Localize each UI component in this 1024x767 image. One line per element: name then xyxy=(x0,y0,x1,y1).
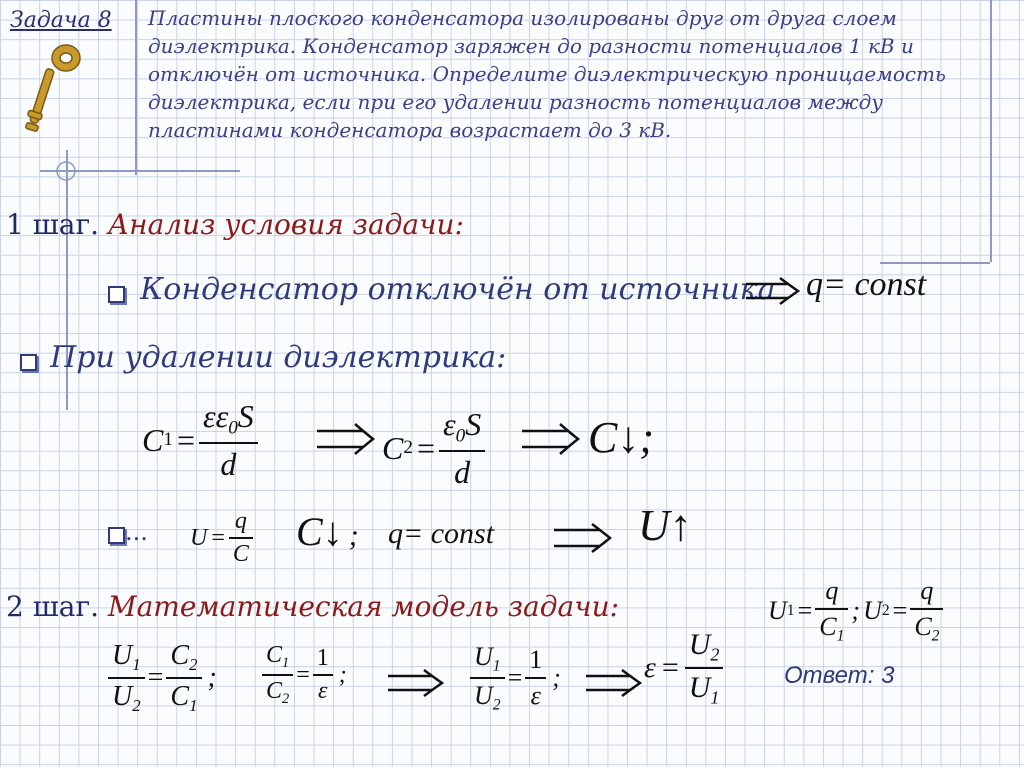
formula-c2: C 2 = $\frac{\varepsilon_0S}{d}$ xyxy=(382,406,485,491)
eps-symbol: ε xyxy=(644,651,656,685)
c1-symbol: C xyxy=(142,421,164,458)
task-label: Задача 8 xyxy=(10,8,112,33)
u-fraction xyxy=(229,508,253,568)
c2-num: ε xyxy=(442,406,456,442)
u-den: C xyxy=(232,541,249,567)
u-symbol: U xyxy=(190,524,208,551)
c2-symbol: C xyxy=(382,429,404,466)
c1-sub: 1 xyxy=(163,429,173,451)
c1-den: d xyxy=(220,445,237,482)
step2-prefix: 2 шаг. xyxy=(6,590,100,623)
c2-num-sub: 0 xyxy=(455,425,466,447)
semicolon: ; xyxy=(348,519,359,552)
key-icon xyxy=(18,40,88,140)
formula-ratio-u-eps: $\frac{U_1}{U_2}$ = $\frac{1}{\varepsilon}$ ; xyxy=(470,642,561,715)
step2-title: Математическая модель задачи: xyxy=(107,590,620,623)
implies-arrow-icon xyxy=(744,276,802,306)
bullet3-dots: ... xyxy=(125,518,148,546)
bullet-capacitor-disconnected xyxy=(108,272,775,307)
step1-prefix: 1 шаг. xyxy=(6,208,100,241)
formula-u: U = $\frac{q}{C}$ xyxy=(190,508,253,568)
c-decreases: C↓; xyxy=(588,413,654,462)
bullet1-text: Конденсатор отключён от источника xyxy=(140,272,776,307)
formula-ratio-c-eps: $\frac{C_1}{C_2}$ = $\frac{1}{\varepsilon}$ ; xyxy=(262,642,347,708)
task-statement: Пластины плоского конденсатора изолированы друг от друга слоем диэлектрика. Конденсатор заряжен до разности потенциалов 1 кВ и отключён от источника. Определите диэлектрическую проницаемость диэлектрика, если при его удалении разность потенциалов между пластинами конденсатора возрастает до 3 кВ. xyxy=(148,6,946,142)
c1-num: εε xyxy=(202,398,229,434)
c2-fraction xyxy=(439,406,485,491)
checkbox-bullet-icon xyxy=(108,527,125,544)
implies-arrow-icon xyxy=(315,422,377,456)
step2-heading xyxy=(6,590,619,623)
u-num: q xyxy=(234,508,247,534)
step1-title: Анализ условия задачи: xyxy=(107,208,464,241)
eps-den-2: ε xyxy=(530,681,541,711)
c1-num-sub: 0 xyxy=(228,417,238,439)
eps-den-1: ε xyxy=(318,678,328,705)
c1-fraction xyxy=(199,398,258,483)
c2-sub: 2 xyxy=(403,437,413,459)
checkbox-bullet-icon xyxy=(108,286,125,303)
margin-circle-icon xyxy=(52,157,80,185)
u-increases: U↑ xyxy=(638,501,692,550)
implies-arrow-icon xyxy=(584,668,644,698)
implies-arrow-icon xyxy=(386,668,446,698)
bullet-voltage xyxy=(108,518,148,546)
formula-ratio-u-c: $\frac{U_1}{U_2}$ = $\frac{C_2}{C_1}$ ; xyxy=(108,640,217,716)
c1-num-s: S xyxy=(237,398,254,434)
c-decreases-2 xyxy=(296,508,359,555)
q-const-2: q= const xyxy=(388,517,495,550)
checkbox-bullet-icon xyxy=(20,354,37,371)
c2-num-s: S xyxy=(465,406,482,442)
answer: Ответ: 3 xyxy=(784,662,895,689)
formula-c1: C 1 = $\frac{\varepsilon\varepsilon_0S}{d}$ xyxy=(142,398,258,483)
step1-heading xyxy=(6,208,464,241)
implies-arrow-icon xyxy=(520,422,582,456)
q-const-result: q= const xyxy=(806,266,927,303)
bullet-dielectric-removed xyxy=(20,340,506,375)
bullet2-text: При удалении диэлектрика: xyxy=(50,340,507,375)
c2-den: d xyxy=(454,453,471,490)
formula-eps-result: ε = $\frac{U_2}{U_1}$ xyxy=(644,628,723,709)
header-vertical-rule xyxy=(135,0,137,175)
right-corner-rule xyxy=(880,262,990,264)
c-down2: C↓ xyxy=(296,509,343,554)
implies-arrow-icon xyxy=(552,522,614,554)
formula-u1-u2: U 1 = $\frac{q}{C_1}$ ; U 2 = $\frac{q}{C_2}$ xyxy=(768,576,943,645)
